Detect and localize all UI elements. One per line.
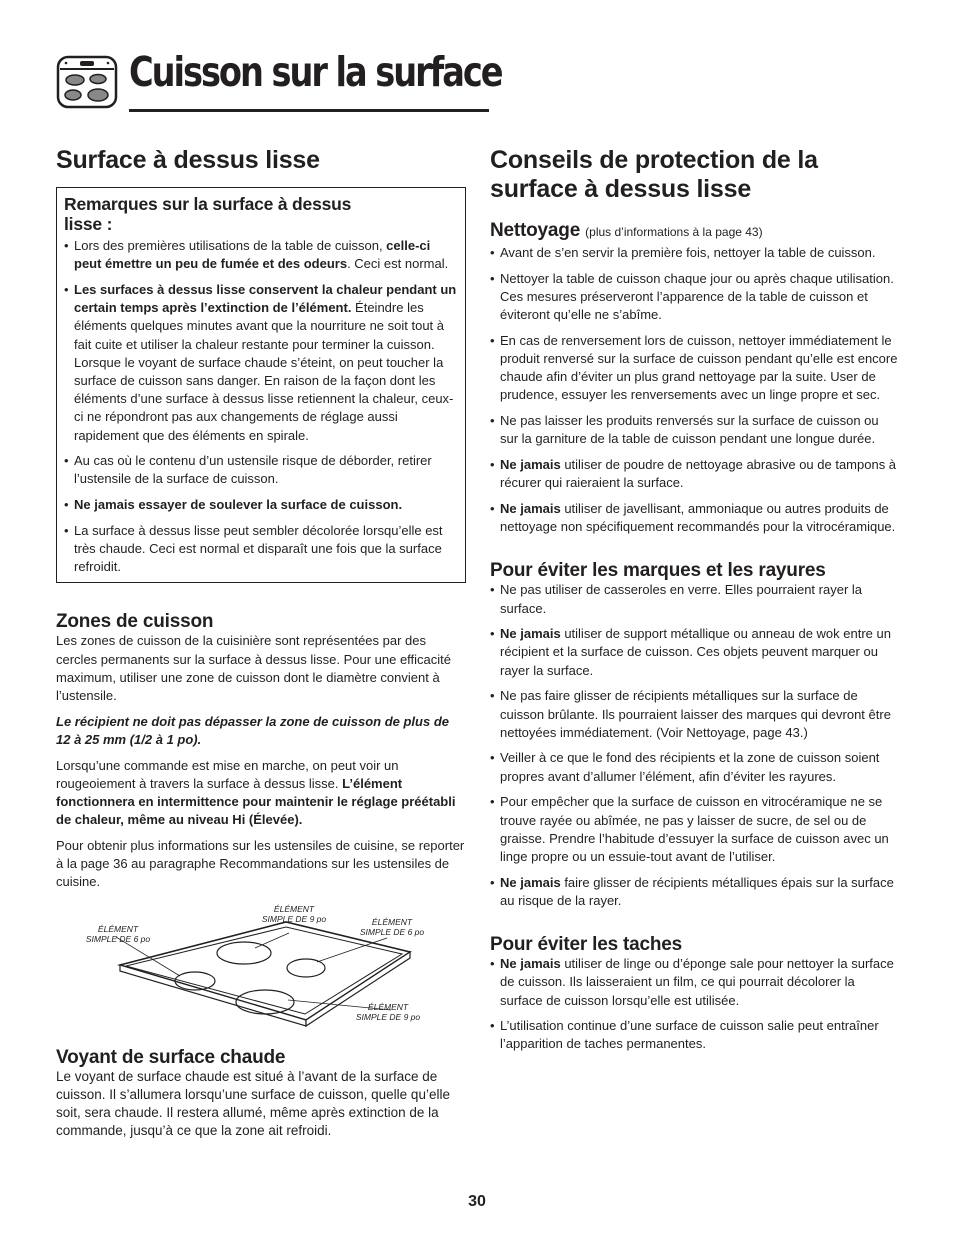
section-title-conseils: Conseils de protection de la surface à dessus lisse	[490, 146, 818, 203]
list-item: • Lors des premières utilisations de la table de cuisson, celle-ci peut émettre un peu de fumée et des odeurs. Ceci est normal.	[64, 237, 457, 273]
section-title-surface: Surface à dessus lisse	[56, 146, 320, 174]
zones-warning: Le récipient ne doit pas dépasser la zone de cuisson de plus de 12 à 25 mm (1/2 à 1 po).	[56, 713, 449, 747]
notes-list	[64, 237, 457, 576]
list-item: • Ne jamais utiliser de poudre de nettoyage abrasive ou de tampons à récurer qui raieraient la surface.	[490, 456, 900, 492]
list-item: • Ne jamais utiliser de support métallique ou anneau de wok entre un récipient et la surface de cuisson. Ces objets peuvent marquer ou rayer la surface.	[490, 625, 900, 680]
page-title: Cuisson sur la surface	[129, 48, 502, 96]
nettoyage-list	[490, 244, 900, 536]
list-item: • Au cas où le contenu d’un ustensile risque de déborder, retirer l’ustensile de la surface de cuisson.	[64, 452, 457, 488]
list-item: • Ne jamais essayer de soulever la surface de cuisson.	[64, 496, 457, 514]
page-header	[56, 48, 502, 114]
list-item: • Nettoyer la table de cuisson chaque jour ou après chaque utilisation. Ces mesures préserveront l’apparence de la table de cuisson et éviteront qu’elle ne s’abîme.	[490, 270, 900, 325]
zones-title: Zones de cuisson	[56, 611, 214, 633]
taches-title: Pour éviter les taches	[490, 934, 683, 956]
list-item: • Ne pas utiliser de casseroles en verre. Elles pourraient rayer la surface.	[490, 581, 900, 617]
taches-list	[490, 955, 900, 1054]
voyant-paragraph: Le voyant de surface chaude est situé à l’avant de la surface de cuisson. Il s’allumera lorsqu’une surface de cuisson, quelle qu’elle soit, sera chaude. Il restera allumé, même après extinction de la commande, jusqu’à ce que la zone ait refroidi.	[56, 1068, 450, 1139]
list-item: • Pour empêcher que la surface de cuisson en vitrocéramique ne se trouve rayée ou abîmée, ne pas y laisser de sucre, de sel ou de graisse. Prendre l’habitude d’essuyer la surface de cuisson avec un linge propre ou un essuie-tout avant de l’utiliser.	[490, 793, 900, 866]
zones-paragraph-4: Pour obtenir plus informations sur les ustensiles de cuisine, se reporter à la page 36 au paragraphe Recommandations sur les ustensiles de cuisine.	[56, 837, 465, 890]
zones-paragraph-1: Les zones de cuisson de la cuisinière sont représentées par des cercles permanents sur la surface à dessus lisse. Pour une efficacité maximum, utiliser une zone de cuisson dont le diamètre convient à l’ustensile.	[56, 633, 452, 704]
voyant-title: Voyant de surface chaude	[56, 1046, 286, 1068]
list-item: • En cas de renversement lors de cuisson, nettoyer immédiatement le produit renversé sur la surface de cuisson pendant qu’elle est encore chaude afin d’éviter un plus grand nettoyage par la suite. User de prudence, essuyer les renversements avec un linge propre et sec.	[490, 332, 900, 405]
list-item: • Avant de s’en servir la première fois, nettoyer la table de cuisson.	[490, 244, 900, 262]
list-item: • Ne pas faire glisser de récipients métalliques sur la surface de cuisson brûlante. Ils pourraient laisser des marques qui devront être nettoyées immédiatement. (Voir Nettoyage, page 43.)	[490, 687, 900, 742]
label-element-6-left: ÉLÉMENT SIMPLE DE 6 po	[85, 923, 151, 944]
label-element-9-back: ÉLÉMENT SIMPLE DE 9 po	[261, 903, 327, 924]
label-element-9-front: ÉLÉMENT SIMPLE DE 9 po	[355, 1001, 421, 1022]
list-item: • Ne jamais utiliser de javellisant, ammoniaque ou autres produits de nettoyage non spécifiquement recommandés pour la vitrocéramique.	[490, 500, 900, 536]
list-item: • Veiller à ce que le fond des récipients et la zone de cuisson soient propres avant d’allumer l’élément, afin d’éviter les rayures.	[490, 749, 900, 785]
notes-box	[56, 187, 466, 583]
nettoyage-title: Nettoyage (plus d’informations à la page 43)	[490, 220, 763, 241]
list-item: • Ne jamais utiliser de linge ou d’éponge sale pour nettoyer la surface de cuisson. Ils laisseraient un film, ce qui pourrait décolorer la surface de cuisson lorsqu’elle est utilisée.	[490, 955, 900, 1010]
list-item: • La surface à dessus lisse peut sembler décolorée lorsqu’elle est très chaude. Ceci est normal et disparaît une fois que la surface refroidit.	[64, 522, 457, 577]
label-element-6-right: ÉLÉMENT SIMPLE DE 6 po	[359, 916, 425, 937]
list-item: • Ne jamais faire glisser de récipients métalliques épais sur la surface au risque de la rayer.	[490, 874, 900, 910]
zones-paragraph-3: Lorsqu’une commande est mise en marche, on peut voir un rougeoiement à travers la surface à dessus lisse. L’élément fonctionnera en intermittence pour maintenir le réglage préétabli de chaleur, même au niveau Hi (Élevée).	[56, 757, 456, 828]
marques-list	[490, 581, 900, 910]
list-item: • Les surfaces à dessus lisse conservent la chaleur pendant un certain temps après l’extinction de l’élément. Éteindre les éléments quelques minutes avant que la nourriture ne soit tout à fait cuite et utiliser la chaleur restante pour terminer la cuisson. Lorsque le voyant de surface chaude s’éteint, on peut toucher la surface de cuisson sans danger. En raison de la façon dont les éléments d’une surface à dessus lisse retiennent la chaleur, ceux-ci ne répondront pas aux changements de réglage aussi rapidement que des éléments en spirale.	[64, 281, 457, 445]
marques-title: Pour éviter les marques et les rayures	[490, 560, 826, 582]
list-item: • L’utilisation continue d’une surface de cuisson salie peut entraîner l’apparition de taches permanentes.	[490, 1017, 900, 1053]
right-column	[490, 146, 900, 1054]
page-number: 30	[468, 1193, 486, 1210]
cooktop-diagram	[56, 902, 466, 1042]
left-column	[56, 146, 466, 1148]
notes-box-title: Remarques sur la surface à dessus lisse :	[64, 194, 352, 234]
cooktop-icon	[56, 55, 118, 109]
title-underline	[129, 109, 489, 112]
list-item: • Ne pas laisser les produits renversés sur la surface de cuisson ou sur la garniture de la table de cuisson pendant une longue durée.	[490, 412, 900, 448]
